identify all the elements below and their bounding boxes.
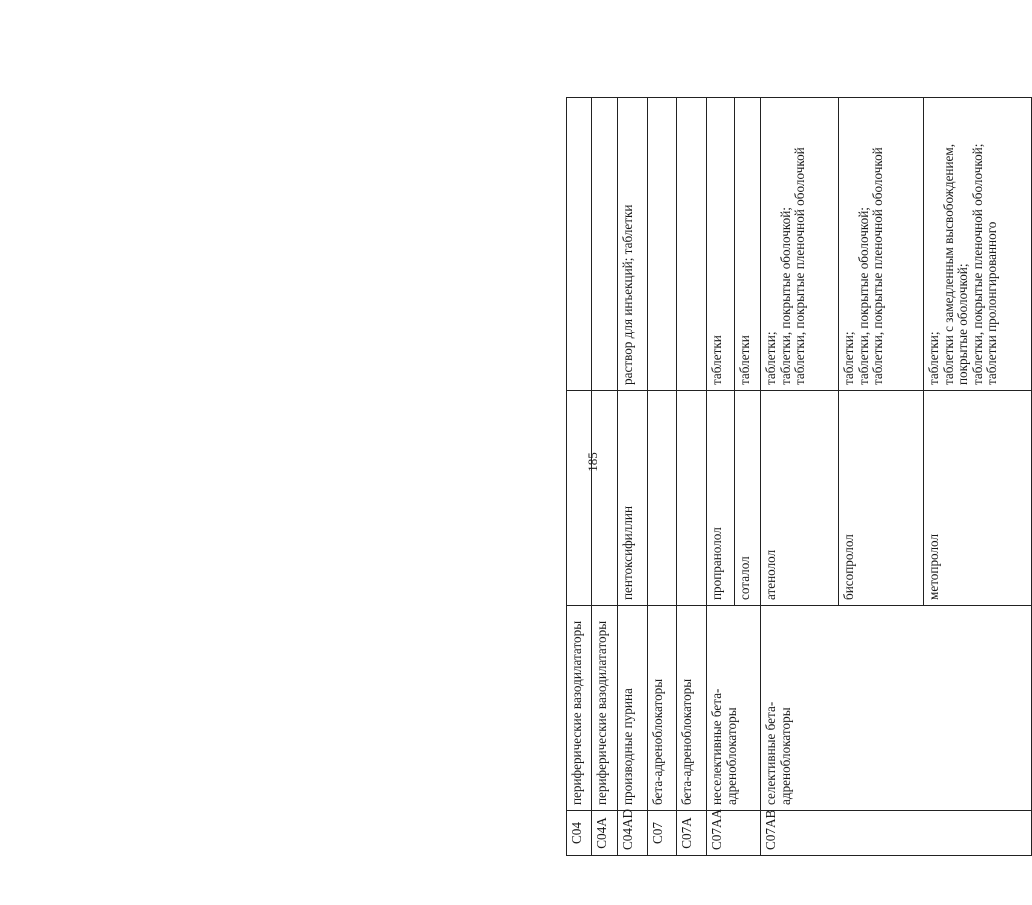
group-name: бета-адреноблокаторы [648, 606, 677, 811]
drug-table-page [566, 98, 1031, 856]
group-name: неселективные бета-адреноблокаторы [707, 606, 761, 811]
dosage-form: таблетки [707, 98, 735, 391]
atc-code: C04A [592, 811, 618, 856]
atc-code: C07AA [707, 811, 761, 856]
dosage-form [677, 98, 707, 391]
drug-name [648, 391, 677, 606]
drug-name: пропранолол [707, 391, 735, 606]
table-row [648, 98, 677, 856]
drug-name: метопролол [924, 391, 1032, 606]
dosage-form: таблетки [735, 98, 761, 391]
dosage-form [592, 98, 618, 391]
table-row [567, 98, 592, 856]
group-name: периферические вазодилататоры [592, 606, 618, 811]
page-number-text: 185 [585, 452, 600, 472]
drug-name: атенолол [761, 391, 839, 606]
group-name: периферические вазодилататоры [567, 606, 592, 811]
drug-name: бисопролол [839, 391, 924, 606]
atc-code: C07AB [761, 811, 1032, 856]
dosage-form [648, 98, 677, 391]
dosage-form: раствор для инъекций; таблетки [618, 98, 648, 391]
drug-name: пентоксифиллин [618, 391, 648, 606]
drug-name [677, 391, 707, 606]
atc-code: C07 [648, 811, 677, 856]
drug-name [567, 391, 592, 606]
table-row [618, 98, 648, 856]
drug-table [566, 97, 1032, 856]
table-row [592, 98, 618, 856]
atc-code: C04AD [618, 811, 648, 856]
dosage-form [567, 98, 592, 391]
atc-code: C07A [677, 811, 707, 856]
table-row [761, 98, 839, 856]
group-name: бета-адреноблокаторы [677, 606, 707, 811]
drug-name: соталол [735, 391, 761, 606]
group-name: производные пурина [618, 606, 648, 811]
page-number [584, 450, 602, 474]
table-row [677, 98, 707, 856]
table-row [707, 98, 735, 856]
group-name: селективные бета-адреноблокаторы [761, 606, 1032, 811]
drug-name [592, 391, 618, 606]
dosage-form: таблетки; таблетки, покрытые оболочкой; таблетки, покрытые пленочной оболочкой [839, 98, 924, 391]
dosage-form: таблетки; таблетки, покрытые оболочкой; таблетки, покрытые пленочной оболочкой [761, 98, 839, 391]
dosage-form: таблетки; таблетки с замедленным высвобождением, покрытые оболочкой; таблетки, покрытые пленочной оболочкой; таблетки пролонгированного [924, 98, 1032, 391]
atc-code: C04 [567, 811, 592, 856]
